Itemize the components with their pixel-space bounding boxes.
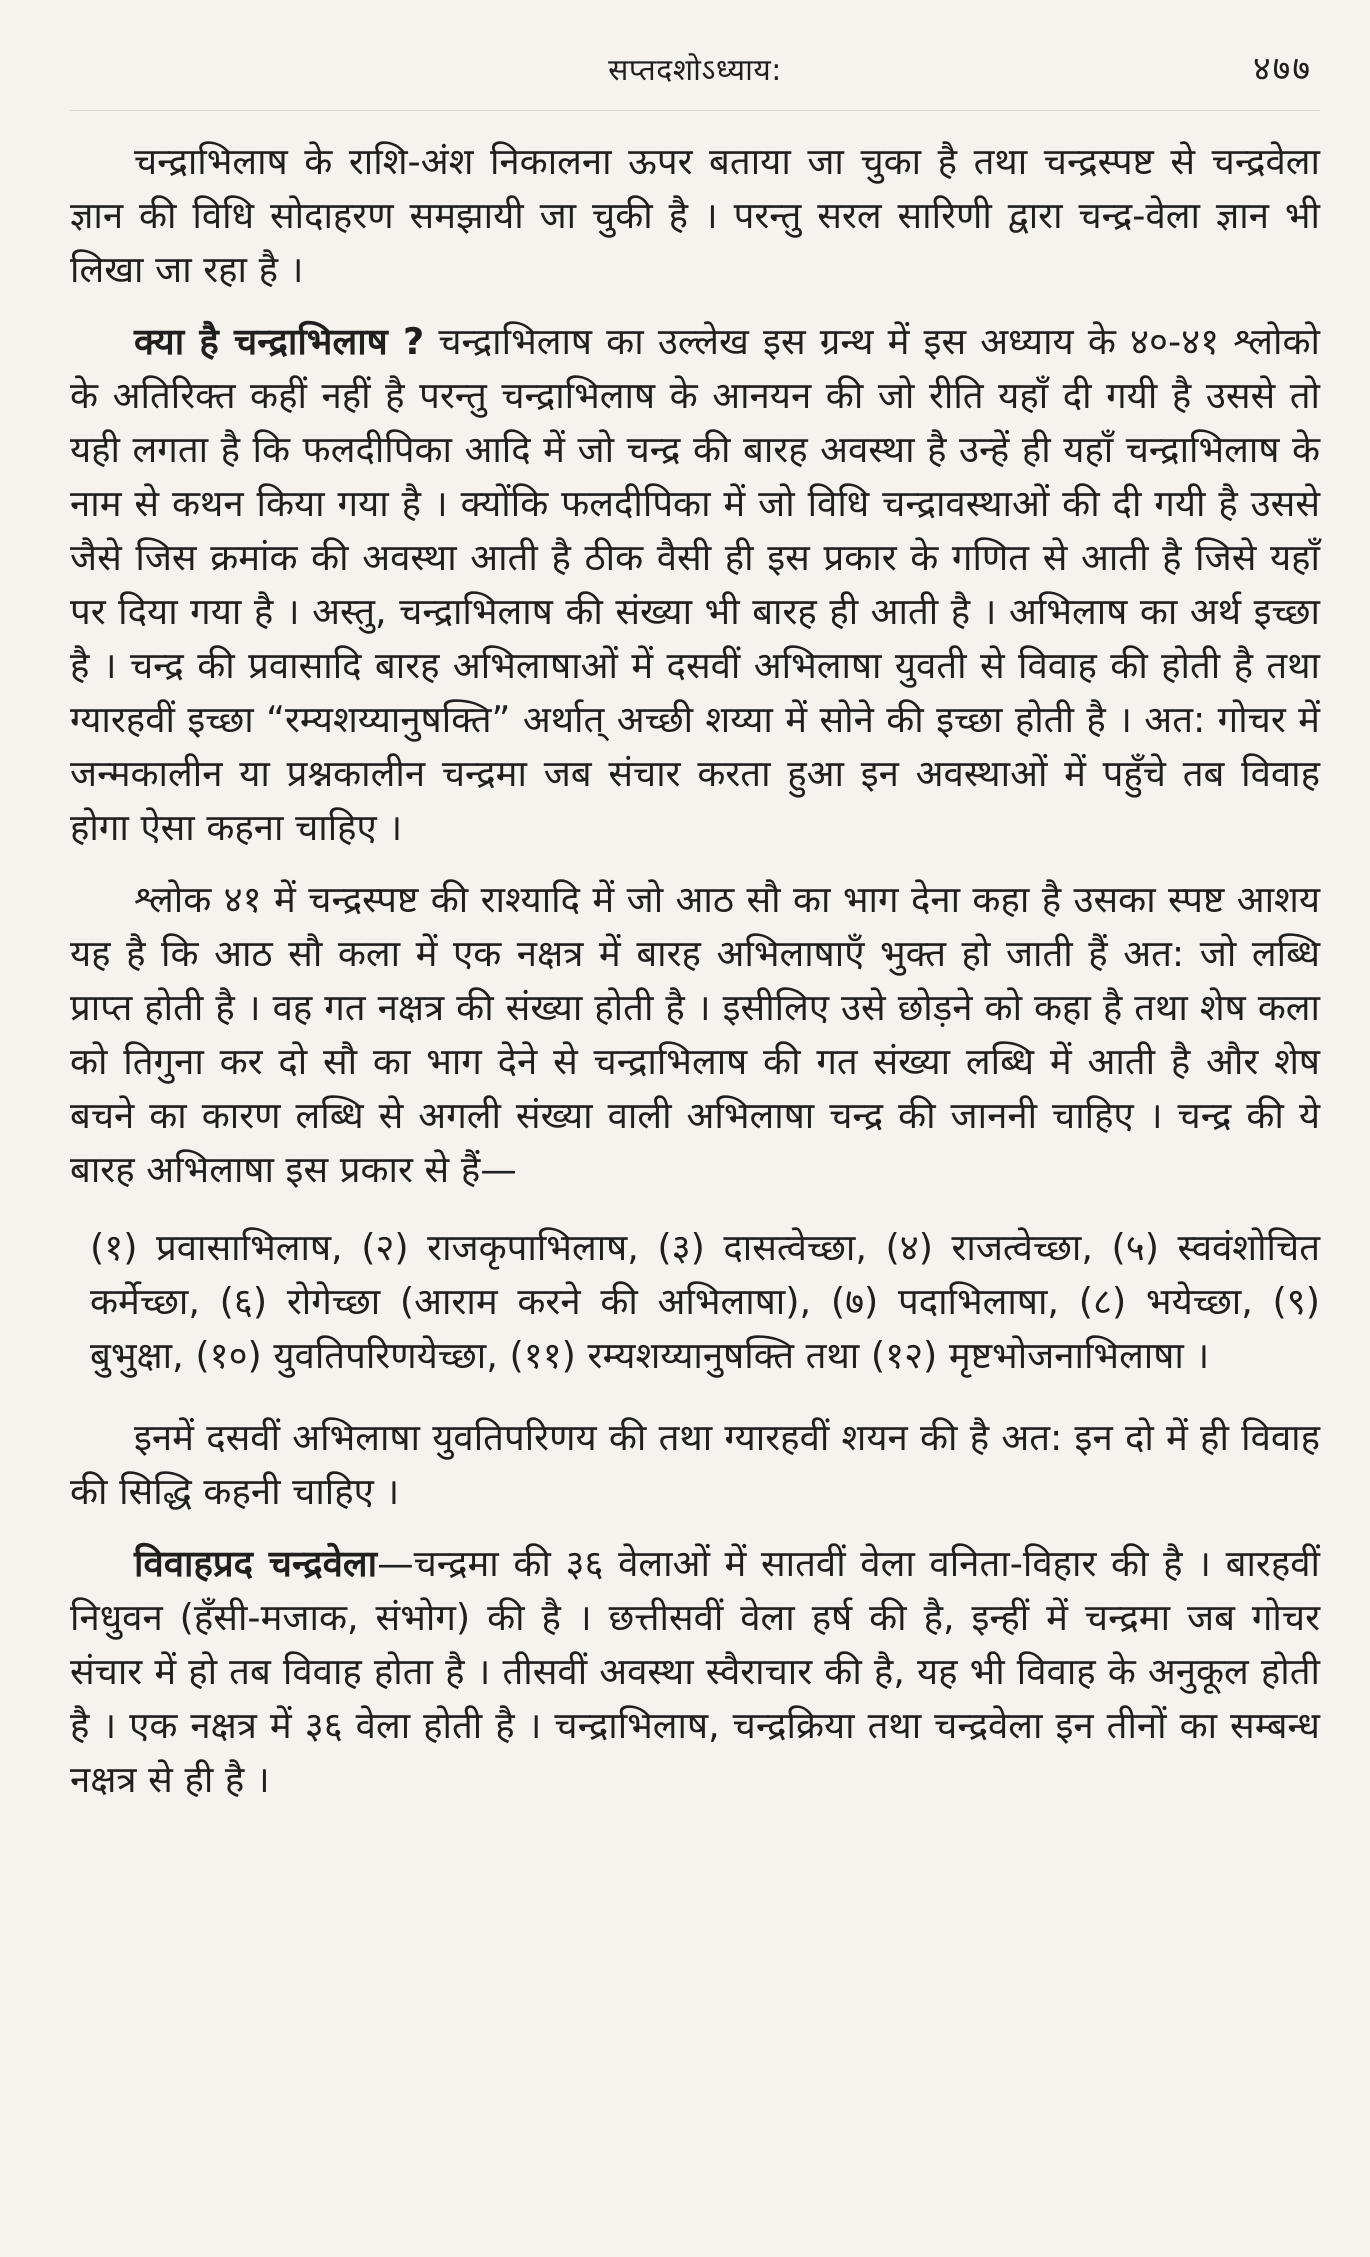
list-item: (२) राजकृपाभिलाष, [361, 1226, 639, 1269]
paragraph-3: श्लोक ४१ में चन्द्रस्पष्ट की राश्यादि में जो आठ सौ का भाग देना कहा है उसका स्पष्ट आशय यह है कि आठ सौ कला में एक नक्षत्र में बारह अभिलाषाएँ भुक्त हो जाती हैं अत: जो लब्धि प्राप्त होती है । वह गत नक्षत्र की संख्या होती है । इसीलिए उसे छोड़ने को कहा है तथा शेष कला को तिगुना कर दो सौ का भाग देने से चन्द्राभिलाष की गत संख्या लब्धि में आती है और शेष बचने का कारण लब्धि से अगली संख्या वाली अभिलाषा चन्द्र की जाननी चाहिए । चन्द्र की ये बारह अभिलाषा इस प्रकार से हैं— [70, 878, 1320, 1191]
list-item: (७) पदाभिलाषा, [830, 1280, 1060, 1323]
chapter-title: सप्तदशोऽध्याय: [608, 53, 782, 88]
list-item: (६) रोगेच्छा (आराम करने की अभिलाषा), [219, 1280, 812, 1323]
list-item: (४) राजत्वेच्छा, [885, 1226, 1093, 1269]
paragraph-5-heading: विवाहप्रद चन्द्रवेला [134, 1542, 378, 1585]
paragraph-5 [70, 1537, 1320, 1807]
paragraph-5-text: —चन्द्रमा की ३६ वेलाओं में सातवीं वेला वनिता-विहार की है । बारहवीं निधुवन (हँसी-मजाक, संभोग) की है । छत्तीसवीं वेला हर्ष की है, इन्हीं में चन्द्रमा जब गोचर संचार में हो तब विवाह होता है । तीसवीं अवस्था स्वैराचार की है, यह भी विवाह के अनुकूल होती है । एक नक्षत्र में ३६ वेला होती है । चन्द्राभिलाष, चन्द्रक्रिया तथा चन्द्रवेला इन तीनों का सम्बन्ध नक्षत्र से ही है । [70, 1542, 1320, 1801]
paragraph-2-text: चन्द्राभिलाष का उल्लेख इस ग्रन्थ में इस अध्याय के ४०-४१ श्लोको के अतिरिक्त कहीं नहीं है परन्तु चन्द्राभिलाष के आनयन की जो रीति यहाँ दी गयी है उससे तो यही लगता है कि फलदीपिका आदि में जो चन्द्र की बारह अवस्था है उन्हें ही यहाँ चन्द्राभिलाष के नाम से कथन किया गया है । क्योंकि फलदीपिका में जो विधि चन्द्रावस्थाओं की दी गयी है उससे जैसे जिस क्रमांक की अवस्था आती है ठीक वैसी ही इस प्रकार के गणित से आती है जिसे यहाँ पर दिया गया है । अस्तु, चन्द्राभिलाष की संख्या भी बारह ही आती है । अभिलाष का अर्थ इच्छा है । चन्द्र की प्रवासादि बारह अभिलाषाओं में दसवीं अभिलाषा युवती से विवाह की होती है तथा ग्यारहवीं इच्छा “रम्यशय्यानुषक्ति” अर्थात् अच्छी शय्या में सोने की इच्छा होती है । अत: गोचर में जन्मकालीन या प्रश्नकालीन चन्द्रमा जब संचार करता हुआ इन अवस्थाओं में पहुँचे तब विवाह होगा ऐसा कहना चाहिए । [70, 320, 1320, 849]
page-number: ४७७ [1252, 49, 1312, 89]
paragraph-4: इनमें दसवीं अभिलाषा युवतिपरिणय की तथा ग्यारहवीं शयन की है अत: इन दो में ही विवाह की सिद्धि कहनी चाहिए । [70, 1416, 1320, 1513]
paragraph-2-heading: क्या है चन्द्राभिलाष ? [134, 320, 425, 363]
list-item: (१२) मृष्टभोजनाभिलाषा । [870, 1334, 1210, 1377]
page-header [70, 40, 1320, 111]
list-item: (१) प्रवासाभिलाष, [90, 1226, 343, 1269]
list-item: (९) बुभुक्षा, [90, 1280, 1321, 1377]
list-item: (११) रम्यशय्यानुषक्ति तथा [509, 1334, 860, 1377]
page-body [70, 111, 1320, 1807]
list-item: (३) दासत्वेच्छा, [657, 1226, 867, 1269]
abhilasha-list [70, 1221, 1320, 1383]
paragraph-1: चन्द्राभिलाष के राशि-अंश निकालना ऊपर बताया जा चुका है तथा चन्द्रस्पष्ट से चन्द्रवेला ज्ञान की विधि सोदाहरण समझायी जा चुकी है । परन्तु सरल सारिणी द्वारा चन्द्र-वेला ज्ञान भी लिखा जा रहा है । [70, 140, 1320, 291]
list-item: (१०) युवतिपरिणयेच्छा, [195, 1334, 498, 1377]
list-item: (५) स्ववंशोचित कर्मेच्छा, [90, 1226, 1320, 1323]
book-page [70, 40, 1320, 2230]
paragraph-2 [70, 315, 1320, 855]
list-item: (८) भयेच्छा, [1078, 1280, 1253, 1323]
